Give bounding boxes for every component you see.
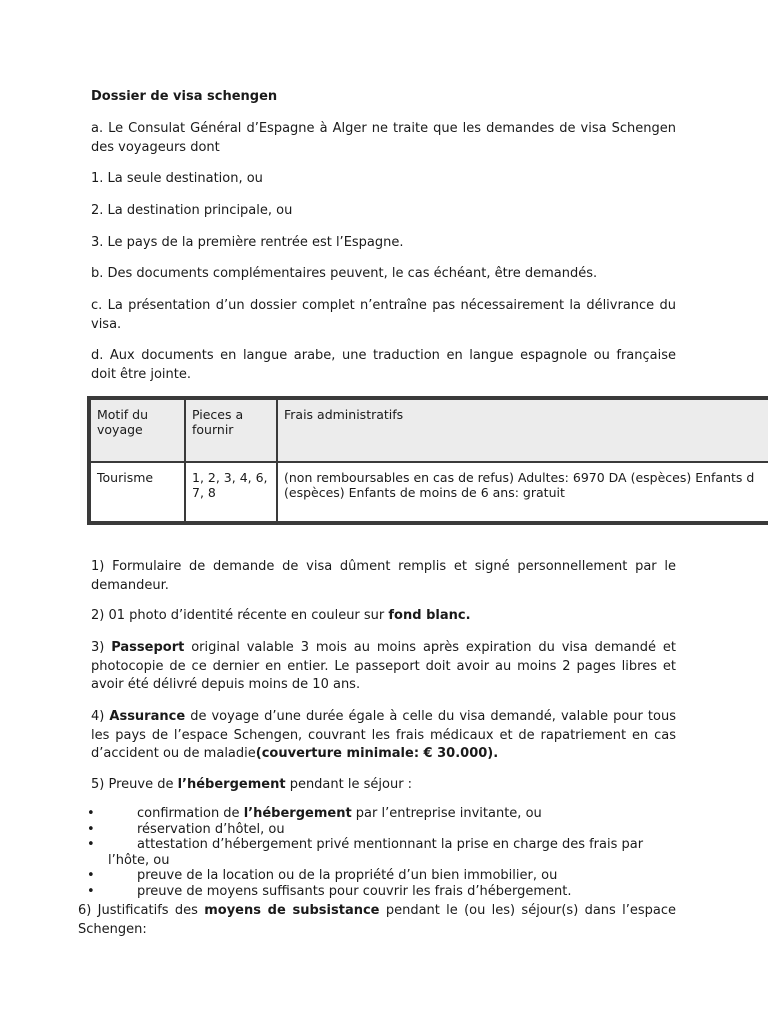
intro-item-1: 1. La seule destination, ou: [91, 171, 263, 186]
list-item: [77, 837, 677, 868]
bullet-4-text: preuve de la location ou de la propriété d’un bien immobilier, ou: [137, 868, 558, 884]
document-title: Dossier de visa schengen: [91, 89, 278, 104]
table-header-motif: Motif du voyage: [89, 398, 186, 463]
item-5-bold: l’hébergement: [177, 777, 286, 792]
intro-paragraph-d: d. Aux documents en langue arabe, une traduction en langue espagnole ou française doit être jointe.: [91, 348, 676, 382]
item-5-text-end: pendant le séjour :: [285, 777, 413, 792]
item-6-text: 6) Justificatifs des: [78, 903, 205, 918]
item-4-bold: Assurance: [109, 709, 186, 724]
bullet-icon: •: [87, 883, 95, 899]
table-cell-motif: Tourisme: [89, 461, 186, 523]
item-3-text: original valable 3 mois au moins après expiration du visa demandé et photocopie de ce dernier en entier. Le passeport doit avoir au moins 2 pages libres et avoir été délivré depuis moins de 10 ans.: [91, 640, 676, 692]
bullet-3-continuation: l’hôte, ou: [108, 852, 170, 868]
item-3-bold: Passeport: [111, 640, 185, 655]
intro-item-3: 3. Le pays de la première rentrée est l’Espagne.: [91, 235, 404, 250]
bullet-icon: •: [87, 837, 95, 853]
bullet-1-text-end: par l’entreprise invitante, ou: [351, 806, 542, 821]
item-1-formulaire: 1) Formulaire de demande de visa dûment remplis et signé personnellement par le demandeur.: [91, 559, 676, 593]
intro-item-2: 2. La destination principale, ou: [91, 203, 293, 218]
table-header-frais: Frais administratifs: [276, 398, 768, 463]
item-3-passeport: [91, 639, 676, 695]
bullet-5-text: preuve de moyens suffisants pour couvrir les frais d’hébergement.: [137, 883, 572, 899]
item-2-bold: fond blanc.: [388, 608, 471, 623]
item-6-subsistance: [78, 902, 676, 939]
bullet-2-text: réservation d’hôtel, ou: [137, 821, 285, 837]
fees-table: [87, 396, 768, 525]
bullet-icon: •: [87, 868, 95, 884]
item-6-text-end: pendant le (ou les) séjour(s) dans l’espace Schengen:: [78, 903, 677, 937]
item-4-number: 4): [91, 709, 110, 724]
item-2-text: 2) 01 photo d’identité récente en couleur sur: [91, 608, 389, 623]
intro-paragraph-a: a. Le Consulat Général d’Espagne à Alger ne traite que les demandes de visa Schengen des voyageurs dont: [91, 121, 676, 155]
bullet-3-text: attestation d’hébergement privé mentionnant la prise en charge des frais par: [137, 837, 644, 853]
item-4-text: de voyage d’une durée égale à celle du visa demandé, valable pour tous les pays de l’espace Schengen, couvrant les frais médicaux et de rapatriement en cas d’accident ou de maladie: [91, 709, 676, 761]
table-cell-pieces: 1, 2, 3, 4, 6, 7, 8: [184, 461, 278, 523]
bullet-1-bold: l’hébergement: [243, 806, 352, 821]
intro-paragraph-c: c. La présentation d’un dossier complet n’entraîne pas nécessairement la délivrance du visa.: [91, 298, 676, 332]
list-item: [77, 806, 677, 822]
bullet-icon: •: [87, 821, 95, 837]
frais-line-1: (non remboursables en cas de refus) Adultes: 6970 DA (espèces) Enfants d: [284, 470, 755, 485]
item-2-photo: [91, 607, 676, 626]
list-item: [77, 868, 677, 884]
item-6-bold: moyens de subsistance: [204, 903, 380, 918]
bullet-1-text: confirmation de: [137, 806, 244, 821]
list-item: [77, 822, 677, 838]
item-4-assurance: [91, 708, 676, 764]
table-header-pieces: Pieces a fournir: [184, 398, 278, 463]
item-5-text: 5) Preuve de: [91, 777, 178, 792]
frais-line-2: (espèces) Enfants de moins de 6 ans: gratuit: [284, 485, 565, 500]
table-cell-frais: [276, 461, 768, 523]
hebergement-bullet-list: [77, 806, 677, 900]
list-item: [77, 884, 677, 900]
intro-paragraph-b: b. Des documents complémentaires peuvent, le cas échéant, être demandés.: [91, 266, 598, 281]
item-3-number: 3): [91, 640, 112, 655]
item-5-hebergement: [91, 776, 676, 795]
bullet-icon: •: [87, 806, 95, 821]
item-4-coverage: (couverture minimale: € 30.000).: [255, 746, 499, 761]
